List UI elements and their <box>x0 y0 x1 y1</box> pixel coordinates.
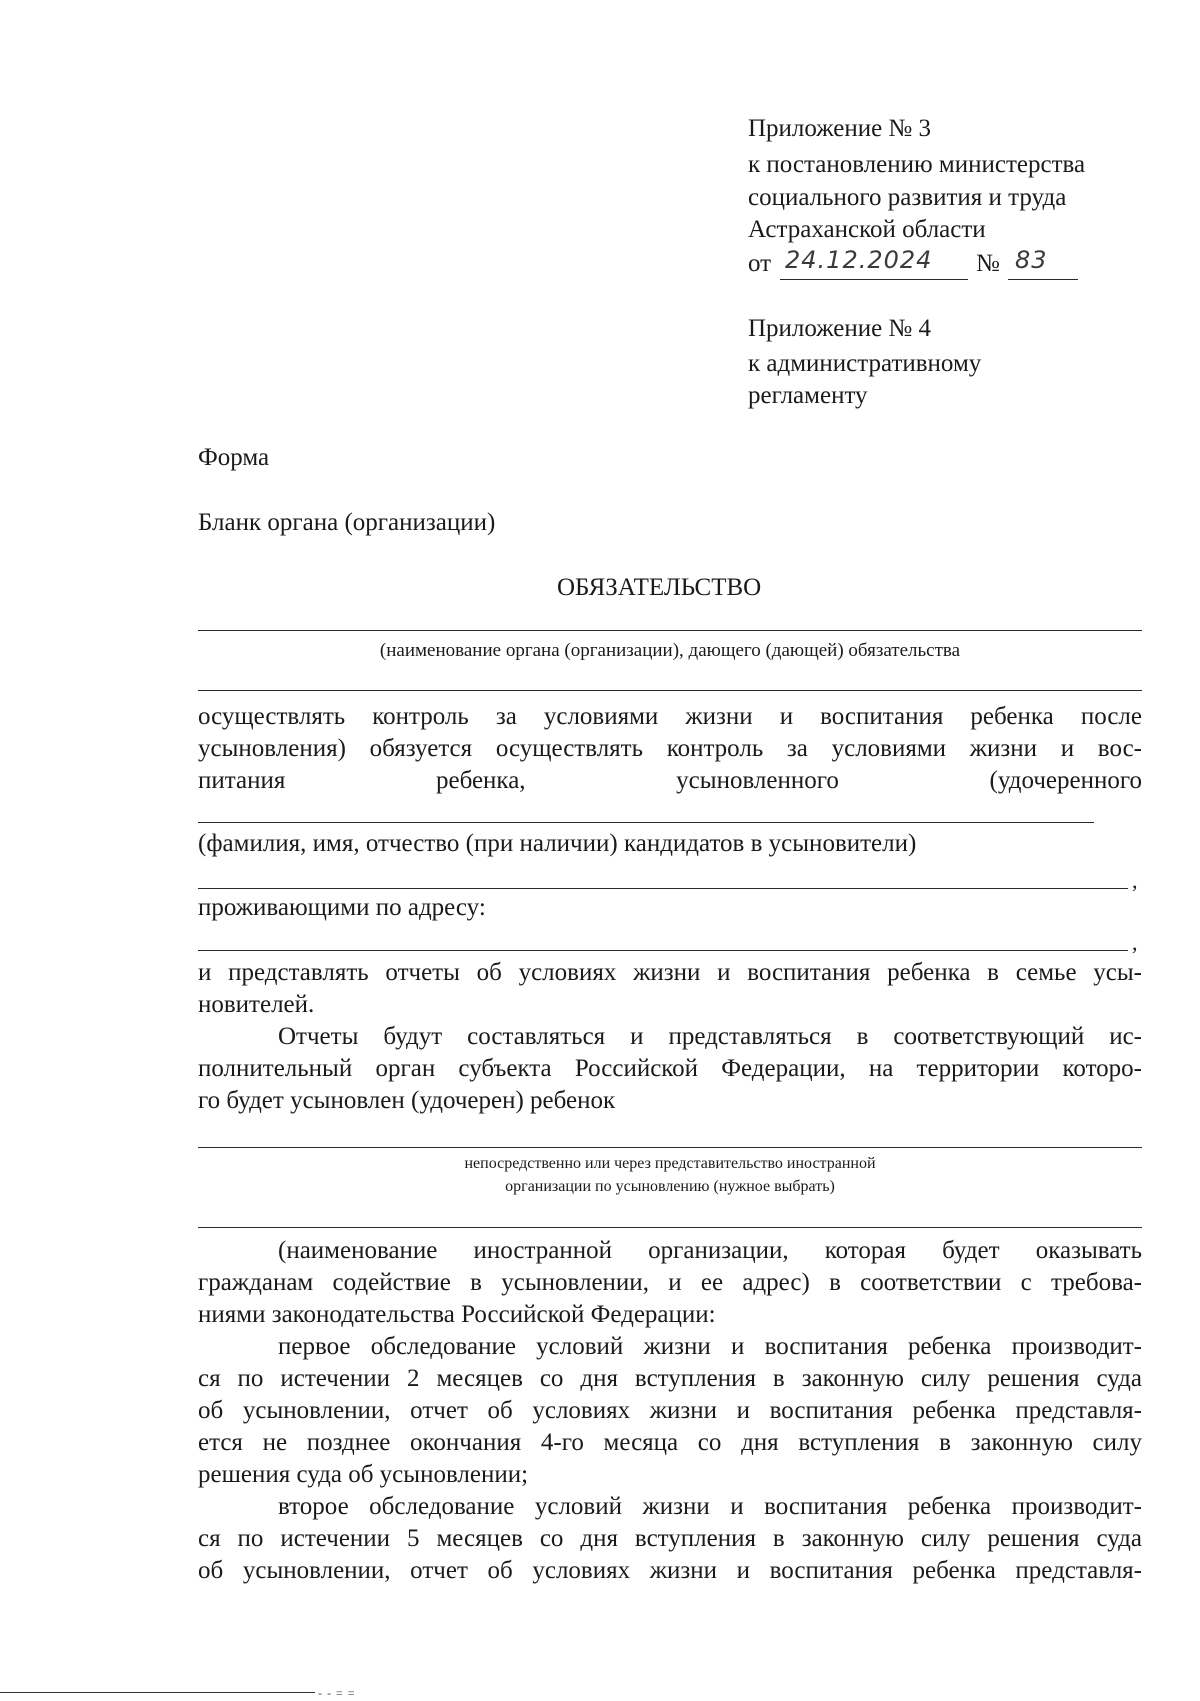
handwritten-number: 83 <box>1015 246 1048 274</box>
org-name-line <box>198 630 1142 631</box>
candidates-line-2 <box>198 888 1128 889</box>
foreign-org-line <box>198 1227 1142 1228</box>
org-name-line-2 <box>198 690 1142 691</box>
representation-caption-1: непосредственно или через представительство иностранной <box>464 1155 876 1172</box>
appendix3-line2: к постановлению министерства <box>748 151 1086 178</box>
p4-line1: (наименование иностранной организации, которая будет оказывать <box>278 1237 1142 1264</box>
p4-line2: гражданам содействие в усыновлении, и ее адрес) в соответствии с требова- <box>198 1269 1142 1296</box>
appendix3-line3: социального развития и труда <box>748 184 1067 211</box>
p5-line1: первое обследование условий жизни и воспитания ребенка производит- <box>278 1333 1142 1360</box>
p6-line3: об усыновлении, отчет об условиях жизни и воспитания ребенка представля- <box>198 1557 1142 1584</box>
p5-line2: ся по истечении 2 месяцев со дня вступления в законную силу решения суда <box>198 1365 1142 1392</box>
p5-line4: ется не позднее окончания 4-го месяца со дня вступления в законную силу <box>198 1429 1142 1456</box>
appendix3-line4: Астраханской области <box>748 216 986 243</box>
comma-mark-2: , <box>1132 930 1138 955</box>
representation-caption-2: организации по усыновлению (нужное выбрать) <box>505 1178 835 1195</box>
p1-line3: питания ребенка, усыновленного (удочеренного <box>198 767 1142 794</box>
blank-label: Бланк органа (организации) <box>198 509 496 536</box>
representation-line <box>198 1147 1142 1148</box>
address-line <box>198 950 1128 951</box>
p3-line2: полнительный орган субъекта Российской Федерации, на территории которо- <box>198 1055 1142 1082</box>
form-label: Форма <box>198 444 270 471</box>
p5-line3: об усыновлении, отчет об условиях жизни и воспитания ребенка представля- <box>198 1397 1142 1424</box>
number-underline <box>1008 279 1078 280</box>
appendix4-line2: к административному <box>748 350 982 377</box>
p3-line3: го будет усыновлен (удочерен) ребенок <box>198 1087 616 1114</box>
appendix4-title: Приложение № 4 <box>748 315 932 342</box>
date-underline <box>780 279 968 280</box>
date-prefix: от <box>748 250 772 277</box>
scan-edge-artifact: - - = = <box>318 1686 356 1700</box>
appendix3-title: Приложение № 3 <box>748 115 932 142</box>
number-prefix: № <box>976 250 1000 277</box>
p6-line2: ся по истечении 5 месяцев со дня вступления в законную силу решения суда <box>198 1525 1142 1552</box>
candidates-line <box>198 822 1094 823</box>
scan-edge-line <box>0 1692 315 1693</box>
p6-line1: второе обследование условий жизни и воспитания ребенка производит- <box>278 1493 1142 1520</box>
p3-line1: Отчеты будут составляться и представляться в соответствующий ис- <box>278 1023 1142 1050</box>
appendix4-line3: регламенту <box>748 382 868 409</box>
p4-line3: ниями законодательства Российской Федерации: <box>198 1301 716 1328</box>
candidates-caption: (фамилия, имя, отчество (при наличии) кандидатов в усыновители) <box>198 830 917 857</box>
address-label: проживающими по адресу: <box>198 894 486 921</box>
document-title: ОБЯЗАТЕЛЬСТВО <box>557 574 762 601</box>
org-name-caption: (наименование органа (организации), дающего (дающей) обязательства <box>379 640 961 661</box>
p2-line1: и представлять отчеты об условиях жизни и воспитания ребенка в семье усы- <box>198 959 1142 986</box>
p1-line2: усыновления) обязуется осуществлять контроль за условиями жизни и вос- <box>198 735 1142 762</box>
p1-line1: осуществлять контроль за условиями жизни и воспитания ребенка после <box>198 703 1142 730</box>
handwritten-date: 24.12.2024 <box>785 246 933 274</box>
p2-line2: новителей. <box>198 991 315 1018</box>
comma-mark: , <box>1132 868 1138 893</box>
p5-line5: решения суда об усыновлении; <box>198 1461 529 1488</box>
